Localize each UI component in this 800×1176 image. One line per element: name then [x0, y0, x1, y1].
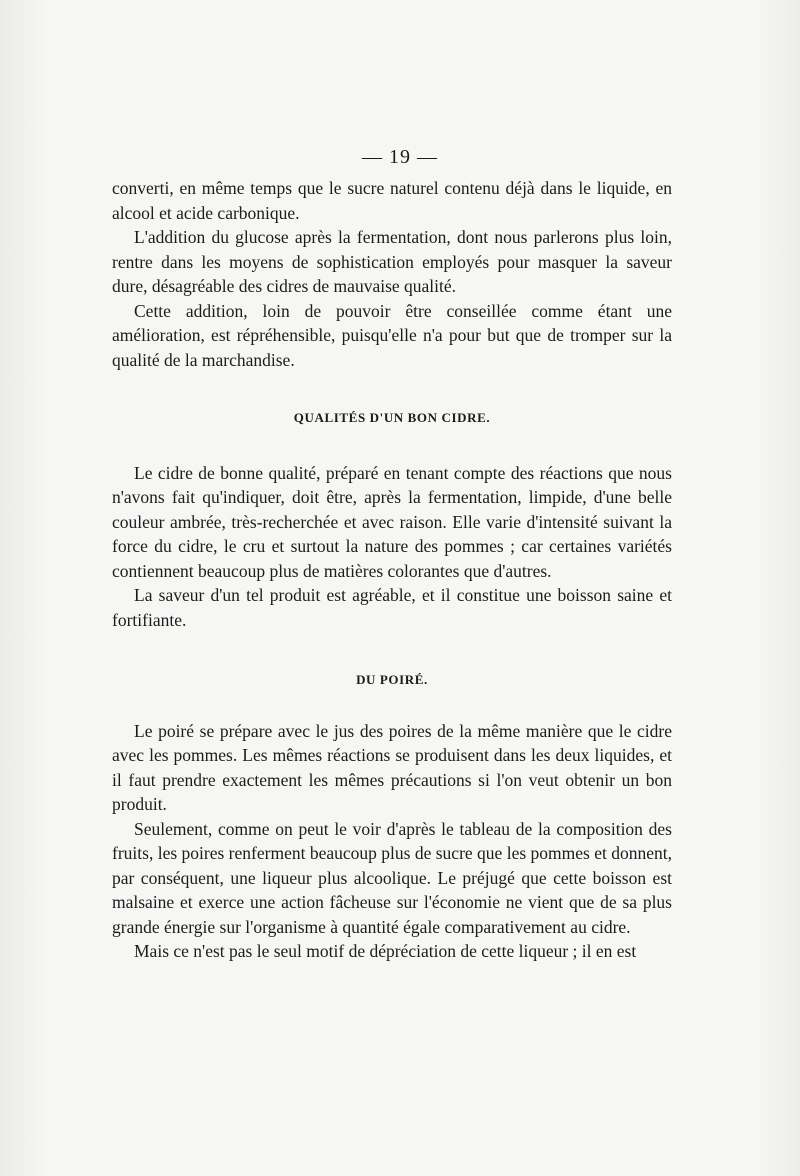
paragraph: Le poiré se prépare avec le jus des poires de la même manière que le cidre avec les pommes. Les mêmes réactions se produisent dans les deux liquides, et il faut prendre exactement les mêmes précautions si l'on veut obtenir un bon produit. [112, 720, 672, 814]
paragraph: Le cidre de bonne qualité, préparé en tenant compte des réactions que nous n'avons fait qu'indiquer, doit être, après la fermentation, limpide, d'une belle couleur ambrée, très-recherchée et avec raison. Elle varie d'intensité suivant la force du cidre, le cru et surtout la nature des pommes ; car certaines variétés contiennent beaucoup plus de matières colorantes que d'autres. [112, 462, 672, 581]
paragraph: Cette addition, loin de pouvoir être conseillée comme étant une amélioration, est répréhensible, puisqu'elle n'a pour but que de tromper sur la qualité de la marchandise. [112, 300, 672, 370]
section-heading: QUALITÉS D'UN BON CIDRE. [293, 410, 491, 425]
paragraph: L'addition du glucose après la fermentation, dont nous parlerons plus loin, rentre dans les moyens de sophistication employés pour masquer la saveur dure, désagréable des cidres de mauvaise qualité. [112, 227, 672, 296]
paragraph: converti, en même temps que le sucre naturel contenu déjà dans le liquide, en alcool et acide carbonique. [112, 178, 672, 223]
paragraph: La saveur d'un tel produit est agréable, et il constitue une boisson saine et fortifiante. [112, 585, 672, 630]
page-number: — 19 — [362, 146, 438, 168]
paragraph: Seulement, comme on peut le voir d'après le tableau de la composition des fruits, les poires renferment beaucoup plus de sucre que les pommes et donnent, par conséquent, une liqueur plus alcoolique. Le préjugé que cette boisson est malsaine et exerce une action fâcheuse sur l'économie ne vient que de sa plus grande énergie sur l'organisme à quantité égale comparativement au cidre. [112, 818, 672, 937]
page-body [112, 176, 672, 964]
paragraph: Mais ce n'est pas le seul motif de dépréciation de cette liqueur ; il en est [134, 941, 637, 961]
section-heading: DU POIRÉ. [356, 672, 428, 687]
